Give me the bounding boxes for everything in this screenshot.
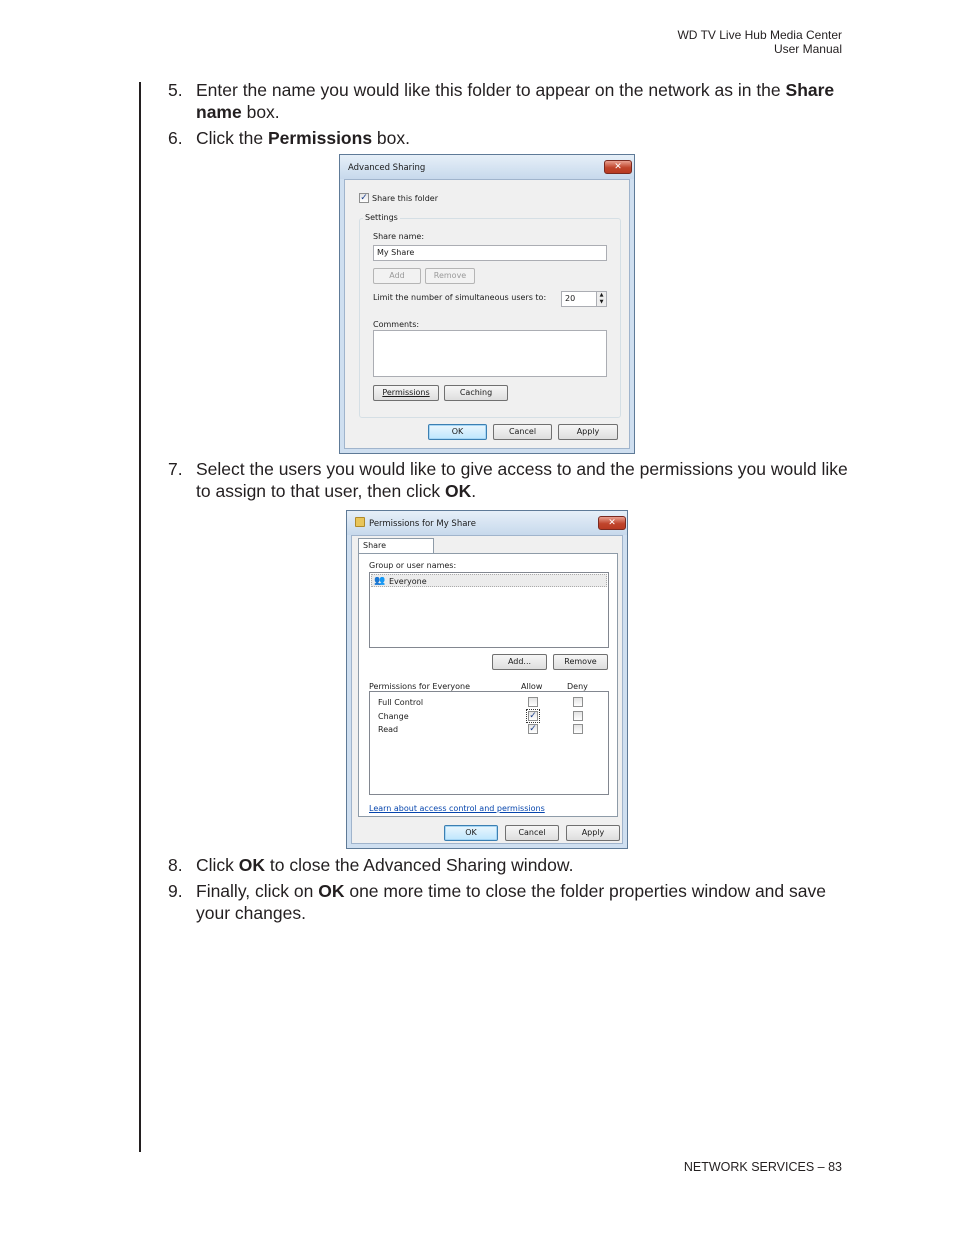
allow-checkbox[interactable]: ✓ [529, 724, 537, 734]
step-8 [168, 854, 848, 876]
step-number: 9. [168, 881, 183, 901]
step-bold: Share name [196, 80, 835, 122]
step-number: 8. [168, 855, 183, 875]
permission-name: Full Control [378, 698, 424, 707]
step-text-end: one more time to close the folder properties window and save your changes. [196, 881, 826, 923]
dialog-body [351, 535, 623, 844]
step-bold: OK [318, 881, 345, 901]
apply-button[interactable]: Apply [566, 825, 620, 841]
dialog-body [344, 179, 630, 449]
group-names-label: Group or user names: [369, 561, 457, 570]
step-5 [168, 79, 848, 123]
permission-name: Read [378, 725, 399, 734]
margin-rule [139, 82, 141, 1152]
limit-users-stepper[interactable] [561, 291, 607, 307]
dialog-title: Permissions for My Share [369, 519, 476, 529]
dialog-title: Advanced Sharing [348, 163, 426, 173]
header-title: WD TV Live Hub Media Center [677, 28, 842, 42]
share-name-input[interactable]: My Share [373, 245, 607, 261]
apply-button[interactable]: Apply [558, 424, 618, 440]
user-list [369, 572, 609, 648]
learn-more-link[interactable]: Learn about access control and permissions [369, 804, 545, 813]
running-header [677, 28, 842, 56]
limit-users-value: 20 [565, 294, 576, 303]
permissions-list [369, 691, 609, 795]
step-bold: Permissions [267, 128, 373, 148]
step-number: 6. [168, 128, 183, 148]
step-text-end: box. [241, 102, 280, 122]
ok-button[interactable]: OK [444, 825, 498, 841]
add-button[interactable]: Add... [492, 654, 547, 670]
step-text-end: to close the Advanced Sharing window. [265, 855, 574, 875]
close-button[interactable]: ✕ [598, 516, 626, 530]
share-name-label: Share name: [373, 232, 425, 241]
caching-button-label: Caching [459, 388, 493, 397]
permission-name: Change [378, 712, 409, 721]
cancel-button[interactable]: Cancel [493, 424, 552, 440]
share-folder-checkbox[interactable]: ✓ [360, 193, 368, 203]
share-folder-label: Share this folder [372, 194, 438, 203]
step-text: Finally, click on [196, 881, 319, 901]
allow-checkbox[interactable]: ✓ [529, 711, 537, 721]
permissions-for-label: Permissions for Everyone [369, 682, 471, 691]
spin-arrows-icon[interactable]: ▲ ▼ [596, 292, 606, 306]
permissions-button-label: Permissions [382, 388, 430, 397]
limit-users-label: Limit the number of simultaneous users to: [373, 293, 547, 302]
step-text-end: box. [372, 128, 410, 148]
allow-header: Allow [521, 682, 543, 691]
permissions-button[interactable] [373, 385, 439, 401]
add-button[interactable]: Add [373, 268, 421, 284]
step-text: Click [196, 855, 239, 875]
deny-header: Deny [567, 682, 588, 691]
list-item[interactable] [371, 574, 607, 587]
step-bold: OK [445, 481, 472, 501]
user-name: Everyone [389, 577, 427, 586]
step-text: Enter the name you would like this folder to appear on the network as in the [196, 80, 786, 100]
remove-button[interactable]: Remove [425, 268, 475, 284]
step-text: Click the [196, 128, 268, 148]
header-subtitle: User Manual [773, 42, 842, 56]
tab-share-permissions[interactable]: Share [358, 538, 434, 554]
step-text: Select the users you would like to give access to and the permissions you would like to assign to that user, then click [196, 459, 848, 501]
allow-checkbox[interactable] [528, 697, 538, 707]
permissions-dialog [346, 510, 628, 849]
ok-button[interactable]: OK [428, 424, 487, 440]
remove-button[interactable]: Remove [553, 654, 608, 670]
page-footer: NETWORK SERVICES – 83 [683, 1160, 842, 1174]
step-bold: OK [238, 855, 266, 875]
step-number: 7. [168, 459, 183, 479]
tab-panel [358, 553, 618, 817]
step-text-end: . [471, 481, 477, 501]
cancel-button[interactable]: Cancel [505, 825, 559, 841]
comments-label: Comments: [373, 320, 420, 329]
folder-icon [355, 517, 365, 527]
step-number: 5. [168, 80, 183, 100]
step-7 [168, 458, 848, 502]
users-group-icon: 👥 [374, 576, 386, 586]
step-9 [168, 880, 848, 924]
settings-group-label: Settings [365, 213, 398, 222]
comments-input[interactable] [373, 330, 607, 377]
deny-checkbox[interactable] [573, 697, 583, 707]
deny-checkbox[interactable] [573, 711, 583, 721]
advanced-sharing-dialog [339, 154, 635, 454]
deny-checkbox[interactable] [573, 724, 583, 734]
close-button[interactable]: ✕ [604, 160, 632, 174]
step-6 [168, 127, 848, 149]
caching-button[interactable] [444, 385, 508, 401]
